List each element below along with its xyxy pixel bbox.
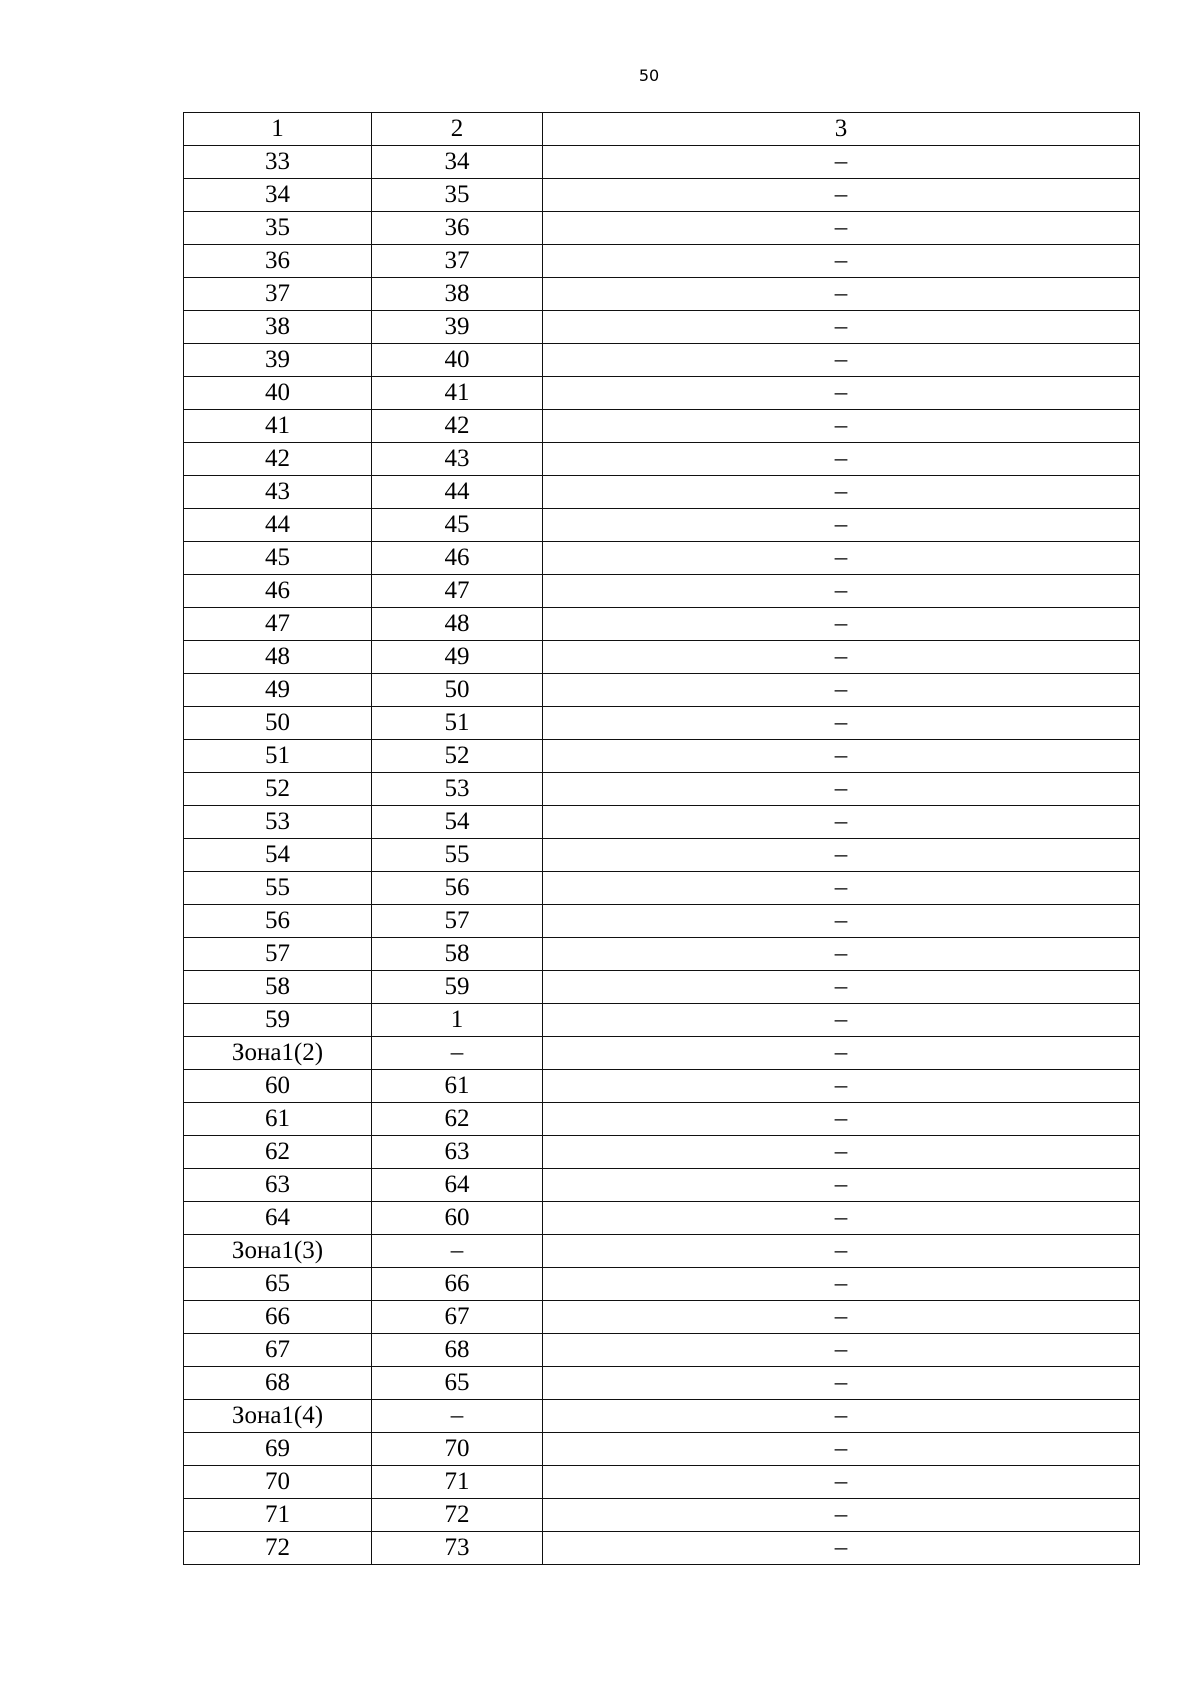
table-cell-col-2: 45 bbox=[372, 509, 543, 542]
table-row bbox=[184, 1268, 1140, 1301]
table-cell-col-1: Зона1(2) bbox=[184, 1037, 372, 1070]
table-row bbox=[184, 1301, 1140, 1334]
table-cell-col-1: 59 bbox=[184, 1004, 372, 1037]
table-cell-col-3: – bbox=[543, 1235, 1140, 1268]
table-cell-col-3: – bbox=[543, 1070, 1140, 1103]
table-row bbox=[184, 1070, 1140, 1103]
table-cell-col-2: 72 bbox=[372, 1499, 543, 1532]
table-cell-col-2: 63 bbox=[372, 1136, 543, 1169]
table-cell-col-2: 41 bbox=[372, 377, 543, 410]
table-cell-col-1: 50 bbox=[184, 707, 372, 740]
table-row bbox=[184, 1136, 1140, 1169]
table-row bbox=[184, 1367, 1140, 1400]
table-cell-col-2: 55 bbox=[372, 839, 543, 872]
table-cell-col-2: 54 bbox=[372, 806, 543, 839]
table-cell-col-2: 61 bbox=[372, 1070, 543, 1103]
table-row bbox=[184, 872, 1140, 905]
header-cell-1: 1 bbox=[184, 113, 372, 146]
table-cell-col-1: 53 bbox=[184, 806, 372, 839]
table-cell-col-3: – bbox=[543, 1334, 1140, 1367]
table-header-row bbox=[184, 113, 1140, 146]
table-cell-col-2: 40 bbox=[372, 344, 543, 377]
table-row bbox=[184, 1169, 1140, 1202]
table-cell-col-1: 44 bbox=[184, 509, 372, 542]
table-cell-col-2: 38 bbox=[372, 278, 543, 311]
table-row bbox=[184, 740, 1140, 773]
table-cell-col-2: – bbox=[372, 1235, 543, 1268]
table-row bbox=[184, 938, 1140, 971]
table-row bbox=[184, 1004, 1140, 1037]
table-cell-col-1: 57 bbox=[184, 938, 372, 971]
table-cell-col-3: – bbox=[543, 971, 1140, 1004]
table-row bbox=[184, 476, 1140, 509]
table-row bbox=[184, 1532, 1140, 1565]
table-row bbox=[184, 542, 1140, 575]
table-cell-col-1: 37 bbox=[184, 278, 372, 311]
table-row bbox=[184, 905, 1140, 938]
table-cell-col-1: 48 bbox=[184, 641, 372, 674]
table-row bbox=[184, 179, 1140, 212]
table-cell-col-2: 44 bbox=[372, 476, 543, 509]
table-cell-col-3: – bbox=[543, 1400, 1140, 1433]
table-cell-col-3: – bbox=[543, 1532, 1140, 1565]
table-cell-col-3: – bbox=[543, 1499, 1140, 1532]
table-cell-col-3: – bbox=[543, 377, 1140, 410]
table-cell-col-3: – bbox=[543, 1466, 1140, 1499]
table-cell-col-3: – bbox=[543, 1268, 1140, 1301]
table-cell-col-2: – bbox=[372, 1037, 543, 1070]
table-cell-col-1: 63 bbox=[184, 1169, 372, 1202]
table-cell-col-1: Зона1(4) bbox=[184, 1400, 372, 1433]
table-cell-col-1: 38 bbox=[184, 311, 372, 344]
table-cell-col-3: – bbox=[543, 1103, 1140, 1136]
table-row bbox=[184, 245, 1140, 278]
table-cell-col-1: 67 bbox=[184, 1334, 372, 1367]
table-cell-col-3: – bbox=[543, 542, 1140, 575]
table-row bbox=[184, 344, 1140, 377]
table-row bbox=[184, 608, 1140, 641]
table-cell-col-1: 55 bbox=[184, 872, 372, 905]
table-cell-col-2: 1 bbox=[372, 1004, 543, 1037]
table-row bbox=[184, 1499, 1140, 1532]
table-cell-col-2: 66 bbox=[372, 1268, 543, 1301]
table-cell-col-1: 56 bbox=[184, 905, 372, 938]
table-cell-col-3: – bbox=[543, 1367, 1140, 1400]
table-cell-col-1: 64 bbox=[184, 1202, 372, 1235]
table-row bbox=[184, 410, 1140, 443]
table-cell-col-3: – bbox=[543, 212, 1140, 245]
table-row bbox=[184, 707, 1140, 740]
table-row bbox=[184, 971, 1140, 1004]
table-cell-col-1: 58 bbox=[184, 971, 372, 1004]
table-cell-col-1: 39 bbox=[184, 344, 372, 377]
header-cell-2: 2 bbox=[372, 113, 543, 146]
table-cell-col-3: – bbox=[543, 641, 1140, 674]
table-cell-col-1: 51 bbox=[184, 740, 372, 773]
table-cell-col-1: 69 bbox=[184, 1433, 372, 1466]
header-cell-3: 3 bbox=[543, 113, 1140, 146]
table-cell-col-3: – bbox=[543, 344, 1140, 377]
table-row bbox=[184, 1037, 1140, 1070]
table-row bbox=[184, 278, 1140, 311]
table-cell-col-3: – bbox=[543, 245, 1140, 278]
table-cell-col-1: 54 bbox=[184, 839, 372, 872]
table-cell-col-2: 51 bbox=[372, 707, 543, 740]
table-row bbox=[184, 674, 1140, 707]
table-cell-col-2: 37 bbox=[372, 245, 543, 278]
table-row bbox=[184, 1433, 1140, 1466]
table-cell-col-3: – bbox=[543, 509, 1140, 542]
table-cell-col-1: 60 bbox=[184, 1070, 372, 1103]
table-cell-col-2: 39 bbox=[372, 311, 543, 344]
page-number: 50 bbox=[638, 66, 660, 85]
table-cell-col-1: 72 bbox=[184, 1532, 372, 1565]
table-cell-col-3: – bbox=[543, 575, 1140, 608]
table-cell-col-1: 71 bbox=[184, 1499, 372, 1532]
table-cell-col-2: 60 bbox=[372, 1202, 543, 1235]
table-row bbox=[184, 311, 1140, 344]
table-cell-col-3: – bbox=[543, 938, 1140, 971]
table-cell-col-2: 65 bbox=[372, 1367, 543, 1400]
table-cell-col-2: 53 bbox=[372, 773, 543, 806]
table-cell-col-3: – bbox=[543, 1169, 1140, 1202]
table-cell-col-2: – bbox=[372, 1400, 543, 1433]
table-cell-col-2: 49 bbox=[372, 641, 543, 674]
table-row bbox=[184, 509, 1140, 542]
table-cell-col-2: 71 bbox=[372, 1466, 543, 1499]
table-cell-col-3: – bbox=[543, 146, 1140, 179]
table-cell-col-3: – bbox=[543, 1037, 1140, 1070]
table-row bbox=[184, 1400, 1140, 1433]
table-cell-col-1: 34 bbox=[184, 179, 372, 212]
table-row bbox=[184, 1235, 1140, 1268]
table-cell-col-3: – bbox=[543, 443, 1140, 476]
table-cell-col-1: 70 bbox=[184, 1466, 372, 1499]
table-cell-col-2: 43 bbox=[372, 443, 543, 476]
table-cell-col-2: 35 bbox=[372, 179, 543, 212]
table-cell-col-2: 56 bbox=[372, 872, 543, 905]
table-cell-col-3: – bbox=[543, 1136, 1140, 1169]
table-cell-col-1: 52 bbox=[184, 773, 372, 806]
table-cell-col-2: 62 bbox=[372, 1103, 543, 1136]
table-cell-col-1: 45 bbox=[184, 542, 372, 575]
table-cell-col-2: 47 bbox=[372, 575, 543, 608]
table-body bbox=[184, 113, 1140, 1565]
table-row bbox=[184, 443, 1140, 476]
table-cell-col-2: 70 bbox=[372, 1433, 543, 1466]
table-cell-col-1: 62 bbox=[184, 1136, 372, 1169]
table-cell-col-3: – bbox=[543, 707, 1140, 740]
table-cell-col-2: 68 bbox=[372, 1334, 543, 1367]
table-cell-col-1: 47 bbox=[184, 608, 372, 641]
table-cell-col-2: 50 bbox=[372, 674, 543, 707]
table-cell-col-2: 73 bbox=[372, 1532, 543, 1565]
table-cell-col-1: 46 bbox=[184, 575, 372, 608]
table-row bbox=[184, 1103, 1140, 1136]
table-row bbox=[184, 575, 1140, 608]
table-cell-col-3: – bbox=[543, 905, 1140, 938]
table-cell-col-3: – bbox=[543, 1004, 1140, 1037]
table-cell-col-1: 33 bbox=[184, 146, 372, 179]
table-cell-col-3: – bbox=[543, 773, 1140, 806]
table-cell-col-2: 48 bbox=[372, 608, 543, 641]
table-cell-col-3: – bbox=[543, 476, 1140, 509]
table-row bbox=[184, 212, 1140, 245]
table-row bbox=[184, 146, 1140, 179]
table-cell-col-3: – bbox=[543, 674, 1140, 707]
table-cell-col-1: Зона1(3) bbox=[184, 1235, 372, 1268]
table-cell-col-2: 46 bbox=[372, 542, 543, 575]
table-row bbox=[184, 806, 1140, 839]
table-cell-col-3: – bbox=[543, 740, 1140, 773]
table-cell-col-3: – bbox=[543, 839, 1140, 872]
table-cell-col-3: – bbox=[543, 1301, 1140, 1334]
table-cell-col-1: 43 bbox=[184, 476, 372, 509]
data-table bbox=[183, 112, 1140, 1565]
table-cell-col-3: – bbox=[543, 1433, 1140, 1466]
table-cell-col-1: 35 bbox=[184, 212, 372, 245]
table-cell-col-1: 68 bbox=[184, 1367, 372, 1400]
table-cell-col-3: – bbox=[543, 608, 1140, 641]
table-cell-col-1: 41 bbox=[184, 410, 372, 443]
table-row bbox=[184, 1334, 1140, 1367]
table-cell-col-2: 57 bbox=[372, 905, 543, 938]
table-cell-col-2: 58 bbox=[372, 938, 543, 971]
table-cell-col-1: 40 bbox=[184, 377, 372, 410]
table-cell-col-1: 49 bbox=[184, 674, 372, 707]
table-cell-col-2: 67 bbox=[372, 1301, 543, 1334]
table-cell-col-2: 52 bbox=[372, 740, 543, 773]
table-cell-col-2: 42 bbox=[372, 410, 543, 443]
table-cell-col-3: – bbox=[543, 806, 1140, 839]
table-cell-col-3: – bbox=[543, 1202, 1140, 1235]
table-row bbox=[184, 1202, 1140, 1235]
table-row bbox=[184, 377, 1140, 410]
table-cell-col-1: 65 bbox=[184, 1268, 372, 1301]
table-cell-col-1: 36 bbox=[184, 245, 372, 278]
table-cell-col-1: 61 bbox=[184, 1103, 372, 1136]
table-cell-col-3: – bbox=[543, 179, 1140, 212]
table-cell-col-2: 34 bbox=[372, 146, 543, 179]
table-cell-col-2: 64 bbox=[372, 1169, 543, 1202]
table-cell-col-1: 42 bbox=[184, 443, 372, 476]
table-cell-col-3: – bbox=[543, 311, 1140, 344]
table-cell-col-3: – bbox=[543, 410, 1140, 443]
table-row bbox=[184, 839, 1140, 872]
table-row bbox=[184, 641, 1140, 674]
table-cell-col-3: – bbox=[543, 872, 1140, 905]
table-row bbox=[184, 773, 1140, 806]
table-row bbox=[184, 1466, 1140, 1499]
table-cell-col-2: 59 bbox=[372, 971, 543, 1004]
table-cell-col-3: – bbox=[543, 278, 1140, 311]
table-cell-col-2: 36 bbox=[372, 212, 543, 245]
table-cell-col-1: 66 bbox=[184, 1301, 372, 1334]
